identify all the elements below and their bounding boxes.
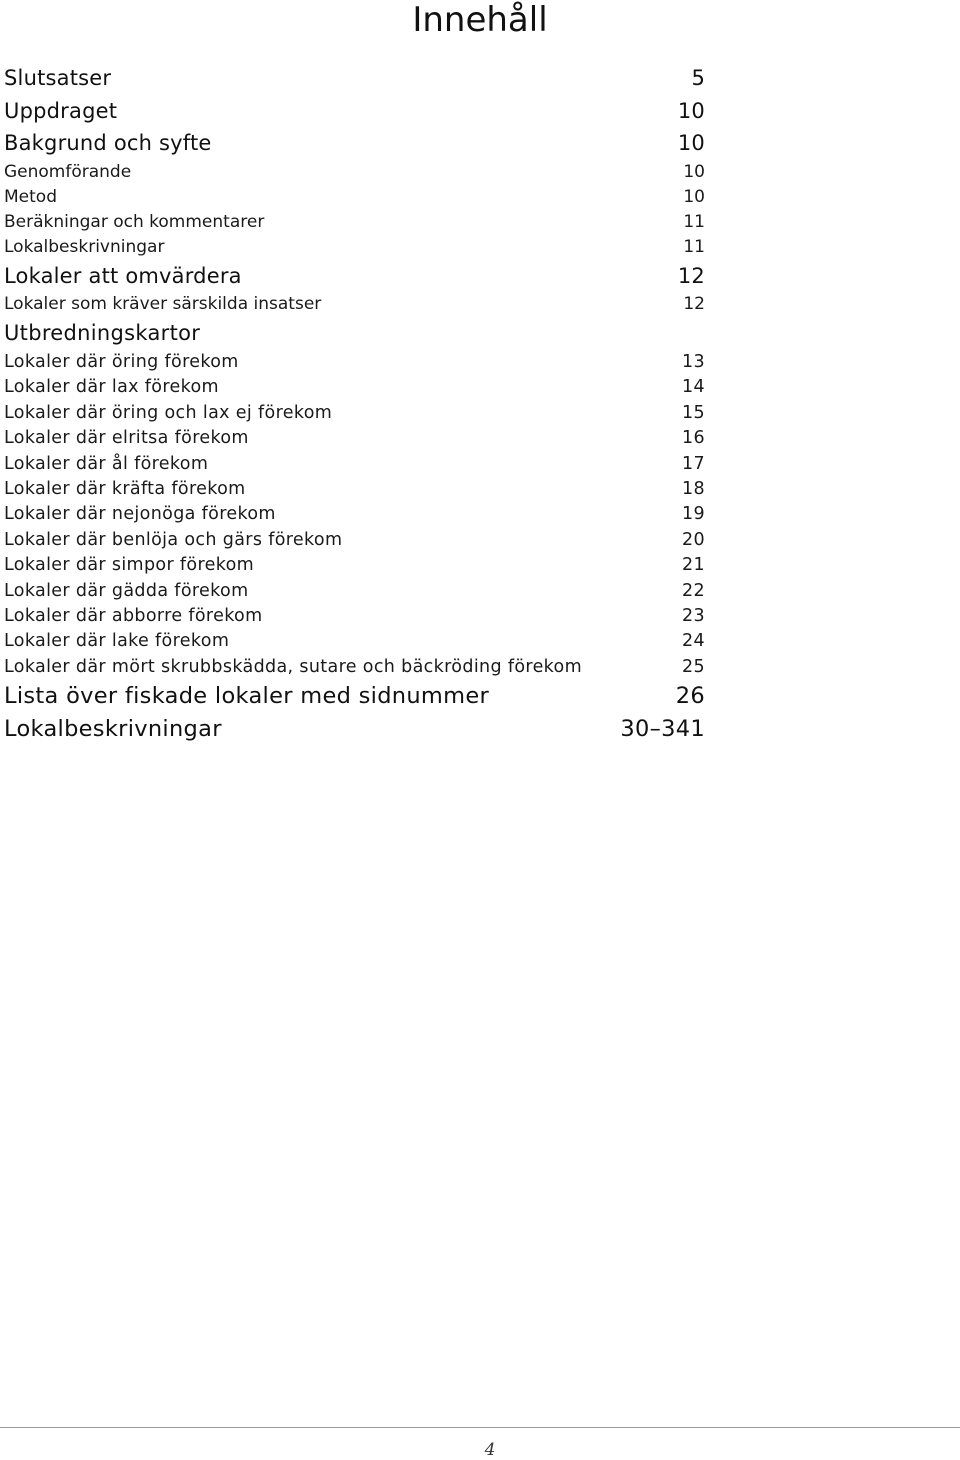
toc-entry-lista-fiskade[interactable] [4,680,705,713]
toc-entry-page: 5 [691,66,705,90]
table-of-contents [4,62,705,745]
toc-entry-page: 22 [682,580,705,601]
toc-entry-page: 16 [682,428,705,449]
toc-entry-berakningar[interactable] [4,210,705,235]
toc-entry-label: Metod [4,186,57,207]
toc-entry-page: 19 [682,504,705,525]
toc-entry-uppdraget[interactable] [4,95,705,128]
toc-entry-genomforande[interactable] [4,160,705,185]
toc-entry-label: Lokaler där lax förekom [4,377,219,398]
toc-entry-label: Lokalbeskrivningar [4,715,222,742]
toc-entry-page: 24 [682,631,705,652]
toc-entry-label: Lokaler där öring förekom [4,352,239,372]
toc-entry-page: 30–341 [620,715,705,742]
toc-entry-label: Lokaler där ål förekom [4,453,209,474]
toc-entry-label: Lokaler där nejonöga förekom [4,504,276,525]
toc-entry-benloja-gars[interactable] [4,528,705,553]
toc-entry-label: Utbredningskartor [4,321,201,345]
toc-entry-bakgrund[interactable] [4,127,705,160]
toc-entry-label: Bakgrund och syfte [4,131,212,155]
toc-entry-label: Lokaler som kräver särskilda insatser [4,294,322,314]
toc-entry-lake[interactable] [4,629,705,654]
toc-entry-label: Uppdraget [4,98,118,123]
toc-entry-oring[interactable] [4,350,705,375]
toc-entry-oring-lax-ej[interactable] [4,401,705,426]
toc-entry-page: 21 [682,555,705,576]
toc-entry-page: 23 [682,605,705,626]
toc-entry-page: 12 [677,263,705,288]
toc-entry-label: Genomförande [4,161,132,182]
toc-entry-page: 25 [682,656,705,677]
toc-entry-page: 11 [683,211,705,232]
toc-entry-page: 26 [675,683,705,710]
toc-entry-page: 13 [682,352,705,372]
toc-entry-page: 10 [677,98,705,123]
toc-entry-label: Lokaler där abborre förekom [4,605,263,626]
toc-entry-page: 14 [682,377,705,398]
toc-entry-sarskilda-insatser[interactable] [4,292,705,317]
toc-entry-page: 11 [683,236,705,257]
toc-entry-label: Lokaler där kräfta förekom [4,478,246,499]
toc-entry-label: Lista över fiskade lokaler med sidnummer [4,683,490,710]
toc-entry-mort-skrubbskadda[interactable] [4,655,705,680]
toc-entry-label: Beräkningar och kommentarer [4,211,265,232]
toc-entry-omvardera[interactable] [4,260,705,293]
toc-entry-label: Lokaler där mört skrubbskädda, sutare och bäckröding förekom [4,656,583,677]
toc-entry-page: 12 [683,294,705,314]
toc-entry-gadda[interactable] [4,579,705,604]
toc-entry-simpor[interactable] [4,553,705,578]
toc-entry-page: 17 [682,453,705,474]
toc-entry-label: Lokaler där lake förekom [4,631,230,652]
toc-entry-label: Lokaler att omvärdera [4,263,242,288]
toc-entry-label: Lokalbeskrivningar [4,236,165,257]
toc-entry-page: 10 [683,186,705,207]
toc-entry-slutsatser[interactable] [4,62,705,95]
toc-entry-page: 18 [682,478,705,499]
toc-entry-utbredningskartor[interactable] [4,317,705,350]
toc-entry-krafta[interactable] [4,477,705,502]
toc-entry-page: 20 [682,529,705,550]
toc-entry-lokalbeskrivningar[interactable] [4,713,705,746]
toc-entry-abborre[interactable] [4,604,705,629]
toc-entry-page: 10 [683,161,705,182]
toc-entry-lax[interactable] [4,375,705,400]
toc-entry-label: Lokaler där öring och lax ej förekom [4,402,333,423]
toc-entry-label: Lokaler där simpor förekom [4,555,255,576]
page-number: 4 [484,1440,496,1460]
toc-entry-label: Lokaler där gädda förekom [4,580,249,601]
toc-entry-page: 10 [677,131,705,155]
toc-entry-metod[interactable] [4,185,705,210]
toc-entry-label: Slutsatser [4,66,112,90]
toc-entry-al[interactable] [4,452,705,477]
page-title: Innehåll [412,0,548,40]
toc-entry-page: 15 [682,402,705,423]
toc-entry-label: Lokaler där elritsa förekom [4,428,249,449]
footer-divider [0,1427,960,1428]
toc-entry-label: Lokaler där benlöja och gärs förekom [4,529,343,550]
toc-entry-elritsa[interactable] [4,426,705,451]
toc-entry-lokalbeskrivningar-sub[interactable] [4,235,705,260]
toc-entry-nejonoga[interactable] [4,502,705,527]
